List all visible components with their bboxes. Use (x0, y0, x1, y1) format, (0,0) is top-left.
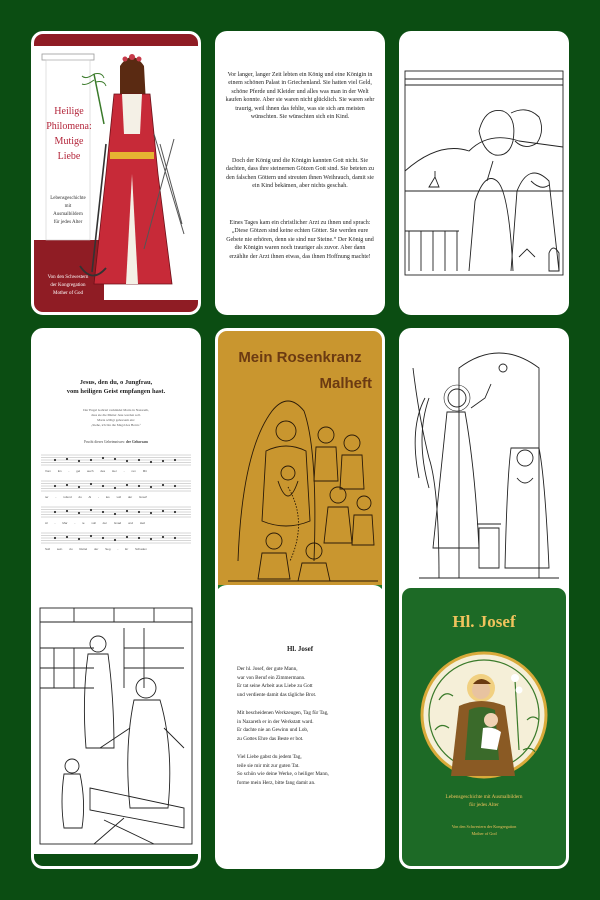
josef-cover-title: Hl. Josef (452, 612, 516, 631)
workshop-coloring-card[interactable] (31, 585, 201, 869)
josef-medallion (419, 640, 549, 790)
lyric-line-1: Vom En - gel auch des Her - ren Mit (45, 469, 147, 473)
lyric-line-2: ter - rufend du Al - les voll der Gnad' (45, 495, 147, 499)
hymn-paragraph: Der Engel Gabriel verkündet Maria in Nazareth, dass sie die Mutter Jesu werden soll. Maria willigt gehorsam ein: „Siehe, ich bin die Magd des Herrn.“ (83, 408, 149, 427)
rosary-coloring-book-card[interactable] (215, 328, 385, 612)
story-text-card[interactable] (215, 31, 385, 315)
rosary-subtitle: Malheft (319, 375, 372, 392)
poem-stanza-2: Mit bescheidenen Werkzeugen, Tag für Tag, in Nazareth er in der Werkstatt ward. Er dachte nie an Gewinn und Lob, zu Gottes Ehre das Beste er bot. (237, 710, 329, 742)
philomena-illustration (34, 34, 198, 312)
lyric-line-3: Al - Mar - ie voll der Gnad und Heil (45, 521, 146, 525)
poem-stanza-1: Der hl. Josef, der gute Mann, war von Beruf ein Zimmermann. Er tat seine Arbeit aus Liebe zu Gott und verdiente damit das tägliche Brot. (237, 666, 317, 698)
hymn-sheet-card[interactable] (31, 328, 201, 612)
rosary-illustration (218, 391, 382, 585)
philomena-subtitle: Lebensgeschichte mit Ausmalbildern für jedes Alter (50, 196, 86, 225)
poem-stanza-3: Viel Liebe gabst du jedem Tag, teile sie mir mit zur guten Tat. So schön wie deine Werke, o heiliger Mann, forme mein Herz, bitte fang damit an. (237, 754, 329, 786)
philomena-byline: Von den Schwestern der Kongregation Mother of God (47, 275, 89, 296)
hymn-title: Jesus, den du, o Jungfrau, vom heiligen Geist empfangen hast. (66, 379, 166, 395)
story-paragraph-1: Vor langer, langer Zeit lebten ein König und eine Königin in einem schönen Palast in Griechenland. Sie hatten viel Geld, schöne Pferde und Kleider und alles was man in der Welt kaufen konnte. Aber sie waren nicht glücklich. Sie waren sehr traurig, weil ihnen das fehlte, was sie sich am meisten wünschten. Sie wünschten sich ein Kind. (225, 72, 375, 121)
josef-cover-card[interactable] (399, 585, 569, 869)
philomena-cover-card[interactable] (31, 31, 201, 315)
josef-cover-subtitle: Lebensgeschichte mit Ausmalbildern für jedes Alter (445, 794, 523, 808)
rosary-title: Mein Rosenkranz (238, 349, 362, 366)
annunciation-illustration (399, 328, 569, 612)
story-paragraph-2: Doch der König und die Königin kannten Gott nicht. Sie dachten, dass ihre steinernen Götzen Gott sind. Sie beteten zu den falschen Göttern und streuten ihnen Weihrauch, damit sie ein Kind bekämen, aber nichts geschah. (225, 158, 375, 190)
hymn-fruit: Frucht dieses Geheimnisses: der Gehorsam (84, 440, 148, 444)
king-queen-coloring-card[interactable] (399, 31, 569, 315)
josef-cover-byline: Von den Schwestern der Kongregation Mother of God (451, 824, 517, 836)
philomena-title: Heilige Philomena: Mutige Liebe (46, 106, 92, 162)
annunciation-coloring-card[interactable] (399, 328, 569, 612)
josef-poem-card[interactable] (215, 585, 385, 869)
story-paragraph-3: Eines Tages kam ein christlicher Arzt zu ihnen und sprach: „Diese Götzen sind keine echten Götter. Sie werden eure Gebete nie erhören, denn sie sind nur Steine.“ Der König und die Königin waren noch trauriger als zuvor. Aber dann erzählte der Arzt ihnen etwas, das ihnen Hoffnung machte! (226, 220, 374, 260)
workshop-illustration (34, 588, 198, 866)
poem-title: Hl. Josef (286, 645, 314, 653)
king-queen-illustration (399, 31, 569, 315)
lyric-line-4: Soll sein du Rettel der Seg - Er Schaden (45, 547, 147, 551)
